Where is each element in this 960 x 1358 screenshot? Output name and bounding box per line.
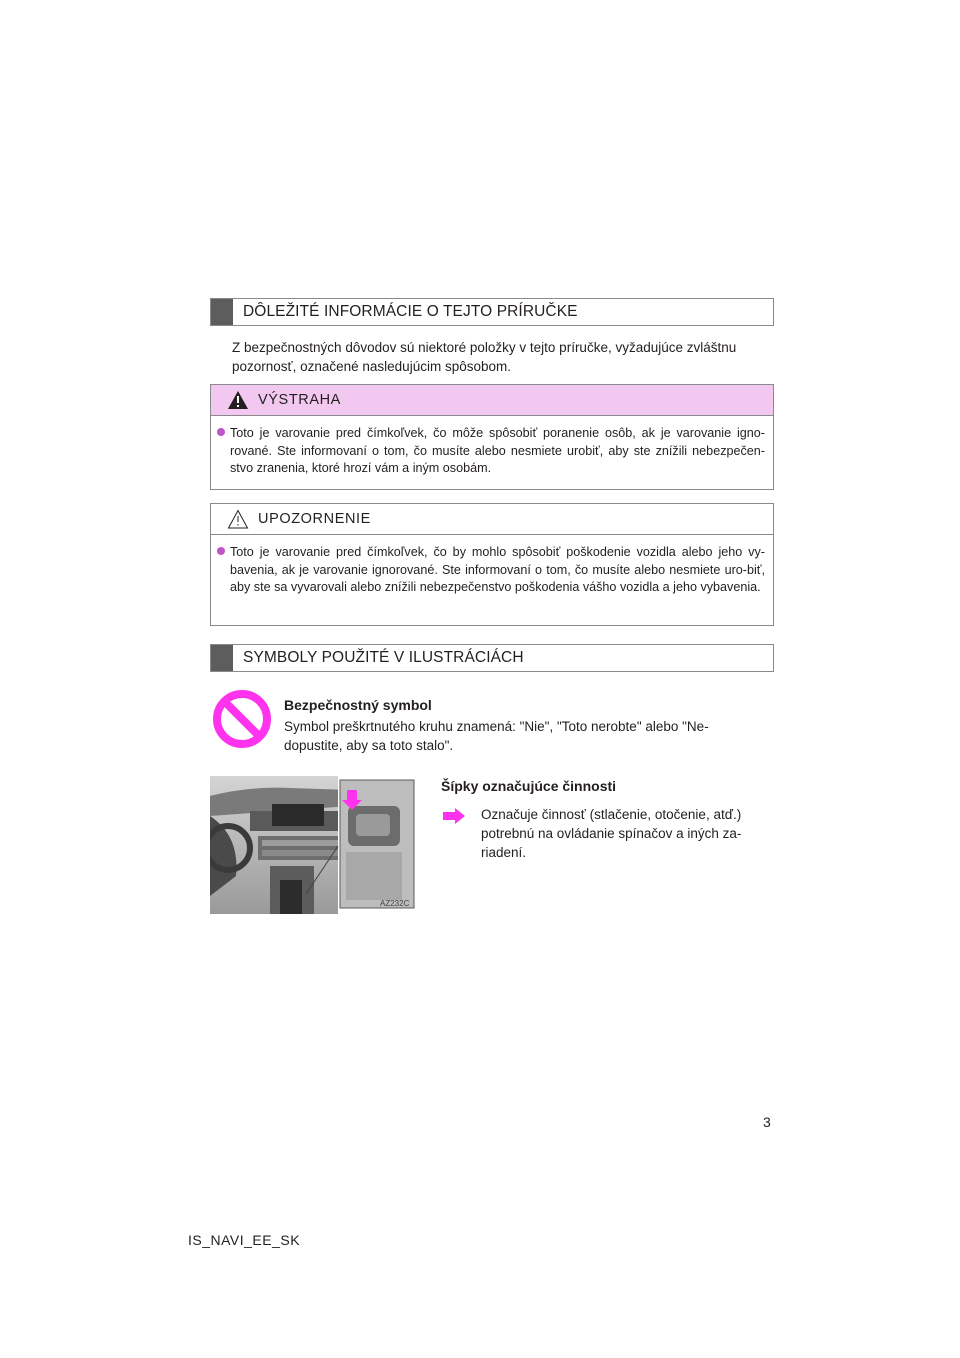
- action-arrows-title: Šípky označujúce činnosti: [441, 778, 617, 794]
- caution-box: [210, 503, 774, 626]
- section-title: SYMBOLY POUŽITÉ V ILUSTRÁCIÁCH: [243, 649, 524, 666]
- warning-body: [211, 416, 773, 490]
- intro-paragraph: [232, 338, 772, 376]
- safety-symbol-line-1: Symbol preškrtnutého kruhu znamená: "Nie", "Toto nerobte" alebo "Ne-: [284, 719, 709, 734]
- section-header-symbols: [210, 644, 774, 672]
- warning-text: Toto je varovanie pred čímkoľvek, čo môže spôsobiť poranenie osôb, ak je varovanie igno-rované. Ste informovaní o tom, čo musíte alebo nesmiete urobiť, aby ste znížili nebezpečen-stvo zranenia, ktoré hrozí vám a iným osobám.: [230, 426, 765, 475]
- caution-text: Toto je varovanie pred čímkoľvek, čo by mohlo spôsobiť poškodenie vozidla alebo jeho vy-bavenia, ak je varovanie ignorované. Ste informovaní o tom, čo musíte alebo nesmiete uro-biť, aby ste sa vyvarovali alebo znížili nebezpečenstvo poškodenia vášho vozidla a jeho vybavenia.: [230, 545, 765, 594]
- warning-label: VÝSTRAHA: [258, 392, 341, 408]
- illustration-code: AZ232C: [380, 899, 410, 908]
- warning-triangle-icon: [227, 390, 249, 410]
- intro-line-2: pozornosť, označené nasledujúcim spôsobom.: [232, 359, 511, 374]
- section-tab: [211, 299, 233, 325]
- action-arrow-icon: [443, 808, 467, 824]
- action-arrows-line-2: potrebnú na ovládanie spínačov a iných za-: [481, 826, 742, 841]
- warning-header: [211, 385, 773, 416]
- safety-symbol-line-2: dopustite, aby sa toto stalo".: [284, 738, 454, 753]
- bullet-icon: [217, 428, 225, 436]
- caution-label: UPOZORNENIE: [258, 511, 371, 527]
- caution-header: [211, 504, 773, 535]
- document-code: IS_NAVI_EE_SK: [188, 1232, 301, 1248]
- section-tab: [211, 645, 233, 671]
- safety-symbol-title: Bezpečnostný symbol: [284, 697, 432, 713]
- warning-box: [210, 384, 774, 490]
- prohibition-icon: [212, 689, 272, 749]
- section-header-important: [210, 298, 774, 326]
- dashboard-illustration: [210, 776, 416, 914]
- safety-symbol-description: [284, 717, 774, 755]
- action-arrows-line-1: Označuje činnosť (stlačenie, otočenie, atď.): [481, 807, 742, 822]
- section-title: DÔLEŽITÉ INFORMÁCIE O TEJTO PRÍRUČKE: [243, 303, 578, 320]
- caution-triangle-icon: [227, 509, 249, 529]
- action-arrows-description: [481, 805, 781, 862]
- intro-line-1: Z bezpečnostných dôvodov sú niektoré položky v tejto príručke, vyžadujúce zvláštnu: [232, 340, 737, 355]
- page-number: 3: [763, 1114, 771, 1130]
- bullet-icon: [217, 547, 225, 555]
- action-arrows-line-3: riadení.: [481, 845, 527, 860]
- caution-body: [211, 535, 773, 609]
